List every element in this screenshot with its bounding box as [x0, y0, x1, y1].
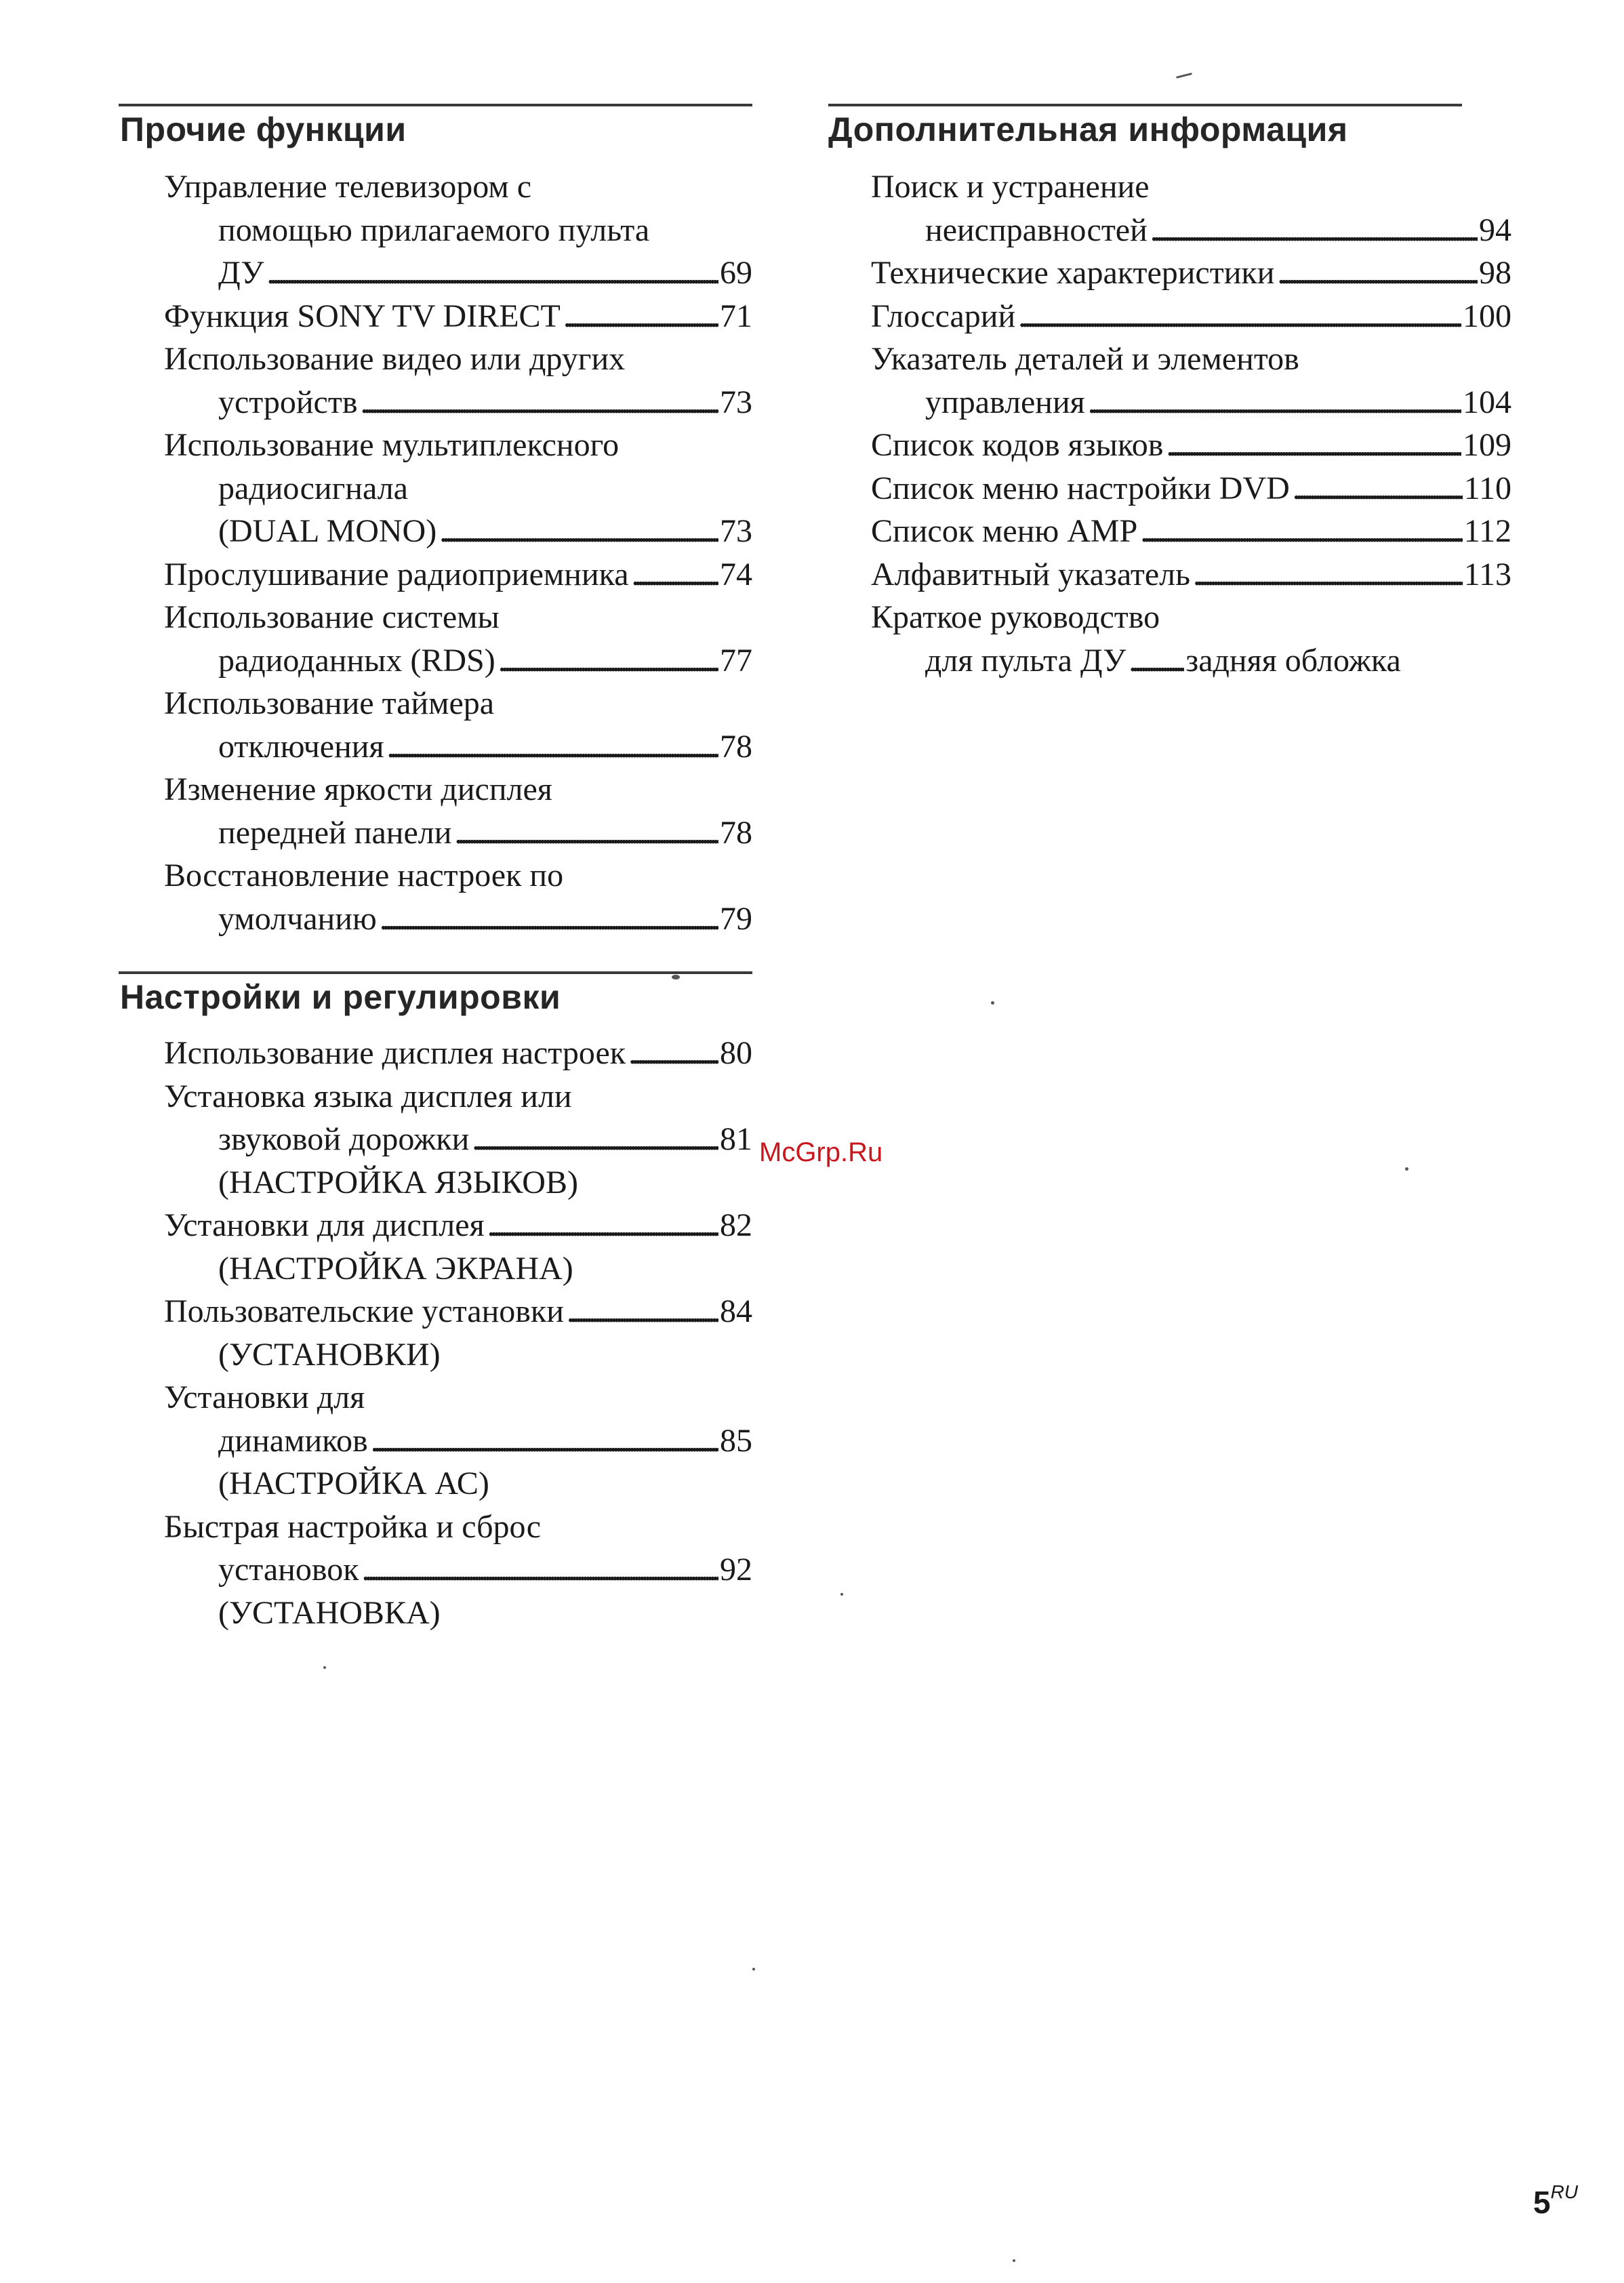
section-rule-other: [119, 104, 752, 106]
toc-line[interactable]: [871, 553, 1511, 597]
toc-page-number: 78: [720, 728, 752, 765]
toc-entry-title: Указатель деталей и элементов: [871, 341, 1299, 377]
dot-leader: [561, 295, 718, 338]
watermark-text: McGrp.Ru: [759, 1137, 883, 1167]
toc-line: [164, 1247, 752, 1291]
dot-leader: [451, 811, 718, 855]
scan-speck: [840, 1593, 843, 1596]
dot-leader: [1163, 424, 1461, 467]
toc-page-number: 69: [720, 255, 752, 291]
toc-page-number: 81: [720, 1121, 752, 1157]
toc-entry-title: динамиков: [218, 1422, 368, 1459]
toc-line[interactable]: [164, 1032, 752, 1075]
dot-leader: [1274, 251, 1478, 295]
toc-line[interactable]: [164, 251, 752, 295]
toc-line[interactable]: [871, 381, 1511, 424]
toc-page-number: 113: [1463, 556, 1511, 592]
toc-line: [164, 338, 752, 381]
toc-line: [164, 1161, 752, 1205]
toc-entry-title: Управление телевизором с: [164, 169, 532, 205]
dot-leader: [384, 725, 718, 769]
toc-entry-title: радиоданных (RDS): [218, 642, 495, 679]
dot-leader: [359, 1548, 718, 1592]
toc-page-number: 112: [1463, 513, 1511, 549]
section-heading-additional: Дополнительная информация: [828, 110, 1348, 148]
dot-leader: [626, 1032, 718, 1075]
dot-leader: [629, 553, 718, 597]
dot-leader: [1085, 381, 1461, 424]
toc-line[interactable]: [871, 295, 1511, 338]
toc-entry-title: радиосигнала: [218, 470, 408, 506]
toc-entry-title: Восстановление настроек по: [164, 857, 564, 893]
toc-entry-title: Краткое руководство: [871, 599, 1160, 635]
toc-page-number: 71: [720, 298, 752, 334]
toc-page-number: 82: [720, 1207, 752, 1243]
toc-page-number: 104: [1463, 384, 1511, 420]
toc-line: [871, 338, 1511, 381]
dot-leader: [377, 897, 718, 941]
toc-line[interactable]: [164, 1118, 752, 1161]
toc-entry-title: Изменение яркости дисплея: [164, 771, 552, 807]
toc-line[interactable]: [164, 811, 752, 855]
toc-entry-title: (НАСТРОЙКА АС): [218, 1466, 489, 1501]
toc-entry-title: помощью прилагаемого пульта: [218, 211, 650, 248]
toc-line[interactable]: [164, 1290, 752, 1333]
toc-entry-title: Установка языка дисплея или: [164, 1078, 572, 1114]
dot-leader: [1148, 209, 1478, 252]
toc-entry-title: передней панели: [218, 814, 452, 851]
toc-page-number: 85: [720, 1422, 752, 1459]
scan-speck: [1013, 2259, 1015, 2262]
toc-line: [164, 768, 752, 811]
toc-line: [164, 1462, 752, 1506]
toc-entry-title: звуковой дорожки: [218, 1121, 470, 1157]
section-rule-additional: [828, 104, 1462, 106]
toc-line[interactable]: [164, 725, 752, 769]
toc-entry-title: Алфавитный указатель: [871, 556, 1191, 592]
toc-page-number: 94: [1479, 211, 1511, 248]
toc-line[interactable]: [164, 1204, 752, 1247]
toc-list-additional: [871, 165, 1511, 682]
toc-entry-title: (УСТАНОВКА): [218, 1594, 441, 1631]
toc-line[interactable]: [871, 639, 1511, 683]
dot-leader: [1290, 467, 1463, 510]
toc-line: [164, 682, 752, 725]
dot-leader: [495, 639, 718, 683]
dot-leader: [1015, 295, 1461, 338]
toc-entry-title: Глоссарий: [871, 298, 1016, 334]
page-number-value: 5: [1533, 2185, 1551, 2220]
toc-entry-title: Использование видео или других: [164, 341, 626, 377]
toc-page-number: 79: [720, 900, 752, 937]
toc-line: [164, 1376, 752, 1419]
toc-entry-title: (НАСТРОЙКА ЭКРАНА): [218, 1250, 573, 1287]
toc-line[interactable]: [164, 897, 752, 941]
toc-line: [871, 596, 1511, 639]
page-number: [1533, 2181, 1578, 2221]
toc-entry-title: Поиск и устранение: [871, 169, 1150, 205]
toc-page-number: 77: [720, 642, 752, 679]
toc-line[interactable]: [164, 510, 752, 553]
dot-leader: [564, 1290, 718, 1333]
toc-page-number: 98: [1479, 255, 1511, 291]
toc-entry-title: (НАСТРОЙКА ЯЗЫКОВ): [218, 1164, 578, 1200]
toc-entry-title: Функция SONY TV DIRECT: [164, 298, 561, 334]
toc-entry-title: для пульта ДУ: [925, 642, 1126, 679]
dot-leader: [485, 1204, 718, 1247]
scan-speck: [1405, 1167, 1408, 1171]
toc-line: [164, 467, 752, 510]
toc-line[interactable]: [871, 424, 1511, 467]
toc-entry-title: неисправностей: [925, 211, 1148, 248]
toc-entry-title: Список меню настройки DVD: [871, 470, 1290, 506]
toc-page-number: 73: [720, 513, 752, 549]
dot-leader: [1126, 639, 1184, 683]
toc-line: [164, 165, 752, 209]
scan-speck: [1176, 73, 1192, 79]
toc-line[interactable]: [871, 209, 1511, 252]
toc-entry-title: Список меню AMP: [871, 513, 1138, 549]
toc-entry-title: Установки для: [164, 1379, 365, 1415]
toc-page-number: 73: [720, 384, 752, 420]
section-heading-other: Прочие функции: [120, 110, 407, 148]
dot-leader: [368, 1419, 718, 1463]
toc-entry-title: Использование таймера: [164, 685, 495, 721]
toc-entry-title: установок: [218, 1552, 359, 1588]
dot-leader: [358, 381, 719, 424]
toc-line[interactable]: [871, 510, 1511, 553]
toc-entry-title: Прослушивание радиоприемника: [164, 556, 629, 592]
toc-entry-title: Установки для дисплея: [164, 1207, 485, 1243]
section-rule-settings: [119, 971, 752, 974]
page-language-code: RU: [1550, 2181, 1579, 2202]
toc-line[interactable]: [871, 467, 1511, 510]
scan-speck: [991, 1001, 994, 1005]
toc-page-number: 100: [1463, 298, 1511, 334]
toc-line: [164, 1333, 752, 1377]
toc-entry-title: (DUAL MONO): [218, 513, 437, 549]
toc-entry-title: устройств: [218, 384, 358, 420]
toc-entry-title: Пользовательские установки: [164, 1293, 564, 1329]
toc-entry-title: Технические характеристики: [871, 255, 1275, 291]
toc-entry-title: Использование мультиплексного: [164, 427, 620, 463]
toc-entry-title: управления: [925, 384, 1085, 420]
toc-page-number: 80: [720, 1035, 752, 1071]
dot-leader: [264, 251, 718, 295]
toc-line: [164, 596, 752, 639]
toc-line[interactable]: [164, 553, 752, 597]
toc-line: [164, 854, 752, 897]
toc-line: [164, 1075, 752, 1118]
toc-line[interactable]: [164, 1548, 752, 1592]
toc-page-number: 110: [1463, 470, 1511, 506]
dot-leader: [437, 510, 718, 553]
dot-leader: [469, 1118, 718, 1161]
dot-leader: [1190, 553, 1463, 597]
toc-line[interactable]: [164, 639, 752, 683]
toc-entry-title: отключения: [218, 728, 384, 765]
toc-line: [164, 1506, 752, 1549]
toc-entry-title: Использование дисплея настроек: [164, 1035, 626, 1071]
toc-line: [164, 209, 752, 252]
toc-list-settings: [164, 1032, 752, 1634]
toc-entry-title: Быстрая настройка и сброс: [164, 1508, 542, 1545]
toc-page-number: 74: [720, 556, 752, 592]
toc-line: [164, 424, 752, 467]
toc-entry-title: (УСТАНОВКИ): [218, 1336, 441, 1373]
toc-page-number: 84: [720, 1293, 752, 1329]
toc-list-other: [164, 165, 752, 940]
scan-speck: [323, 1666, 326, 1669]
toc-page-number: 92: [720, 1552, 752, 1588]
toc-entry-title: Использование системы: [164, 599, 500, 635]
toc-line[interactable]: [164, 381, 752, 424]
toc-entry-title: ДУ: [218, 255, 264, 291]
toc-line[interactable]: [164, 295, 752, 338]
scan-speck: [752, 1968, 755, 1971]
toc-page-number: 78: [720, 814, 752, 851]
toc-entry-title: умолчанию: [218, 900, 377, 937]
section-heading-settings: Настройки и регулировки: [120, 978, 561, 1016]
toc-line: [871, 165, 1511, 209]
dot-leader: [1137, 510, 1463, 553]
toc-line: [164, 1592, 752, 1635]
toc-page-number: 109: [1463, 427, 1511, 463]
toc-line[interactable]: [164, 1419, 752, 1463]
scan-speck: [672, 975, 680, 979]
toc-line[interactable]: [871, 251, 1511, 295]
toc-page-number: задняя обложка: [1185, 642, 1401, 679]
toc-entry-title: Список кодов языков: [871, 427, 1164, 463]
